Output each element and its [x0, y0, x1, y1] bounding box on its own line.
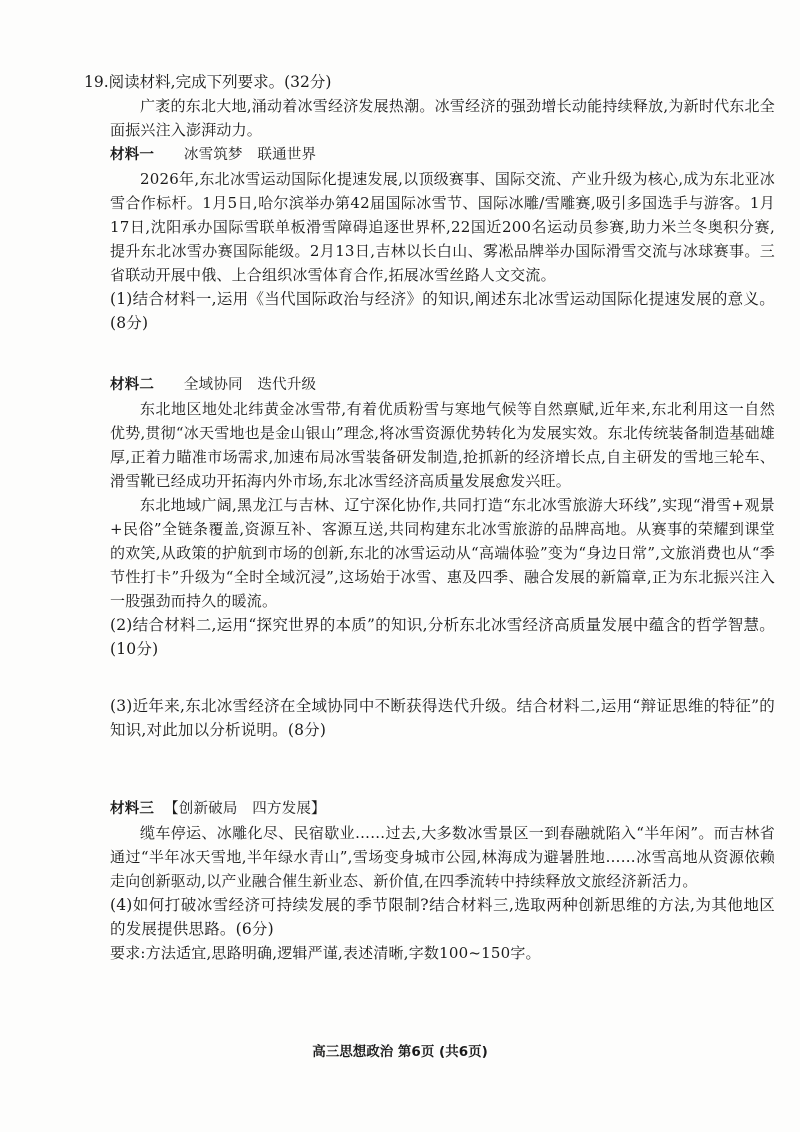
question-19-header [84, 70, 774, 94]
material-1-body: 2026年,东北冰雪运动国际化提速发展,以顶级赛事、国际交流、产业升级为核心,成为东北亚冰雪合作标杆。1月5日,哈尔滨举办第42届国际冰雪节、国际冰雕/雪雕赛,吸引多国选手与游客。1月17日,沈阳承办国际雪联单板滑雪障碍追逐世界杯,22国近200名运动员参赛,助力米兰冬奥积分赛,提升东北冰雪办赛国际能级。2月13日,吉林以长白山、雾凇品牌举办国际滑雪交流与冰球赛事。三省联动开展中俄、上合组织冰雪体育合作,拓展冰雪丝路人文交流。 [110, 170, 775, 284]
material-3-subtitle: 【创新破局 四方发展】 [164, 801, 326, 817]
question-19-intro: 广袤的东北大地,涌动着冰雪经济发展热潮。冰雪经济的强劲增长动能持续释放,为新时代东北全面振兴注入澎湃动力。 [110, 97, 775, 139]
material-2-label: 材料二 [110, 377, 155, 393]
answer-requirement: 要求:方法适宜,思路明确,逻辑严谨,表述清晰,字数100~150字。 [110, 944, 541, 962]
question-3: (3)近年来,东北冰雪经济在全域协同中不断获得迭代升级。结合材料二,运用“辩证思维的特征”的知识,对此加以分析说明。(8分) [110, 697, 775, 739]
page-footer: 高三思想政治 第6页 (共6页) [312, 1044, 488, 1060]
material-3-label: 材料三 [110, 801, 155, 817]
material-2-subtitle: 全域协同 迭代升级 [183, 377, 317, 393]
question-19-intro-block [110, 94, 775, 142]
material-3-body: 缆车停运、冰雕化尽、民宿歇业……过去,大多数冰雪景区一到春融就陷入“半年闲”。而吉林省通过“半年冰天雪地,半年绿水青山”,雪场变身城市公园,林海成为避暑胜地……冰雪高地从资源依赖走向创新驱动,以产业融合催生新业态、新价值,在四季流转中持续释放文旅经济新活力。 [110, 824, 775, 890]
material-2-heading [110, 372, 775, 397]
material-1-heading [110, 142, 775, 167]
question-1: (1)结合材料一,运用《当代国际政治与经济》的知识,阐述东北冰雪运动国际化提速发展的意义。(8分) [110, 290, 775, 332]
question-2: (2)结合材料二,运用“探究世界的本质”的知识,分析东北冰雪经济高质量发展中蕴含的哲学智慧。(10分) [110, 616, 775, 658]
question-number: 19. [84, 73, 109, 91]
question-3-block [110, 694, 775, 742]
question-4: (4)如何打破冰雪经济可持续发展的季节限制?结合材料三,选取两种创新思维的方法,为其他地区的发展提供思路。(6分) [110, 896, 775, 938]
material-1-label: 材料一 [110, 147, 155, 163]
material-3-heading [110, 796, 775, 821]
material-1-block [110, 142, 775, 335]
material-1-subtitle: 冰雪筑梦 联通世界 [183, 147, 317, 163]
material-2-block [110, 372, 775, 661]
material-2-paragraph-1: 东北地区地处北纬黄金冰雪带,有着优质粉雪与寒地气候等自然禀赋,近年来,东北利用这一自然优势,贯彻“冰天雪地也是金山银山”理念,将冰雪资源优势转化为发展实效。东北传统装备制造基础雄厚,正着力瞄准市场需求,加速布局冰雪装备研发制造,抢抓新的经济增长点,自主研发的雪地三轮车、滑雪靴已经成功开拓海内外市场,东北冰雪经济高质量发展愈发兴旺。 [110, 400, 775, 490]
question-instruction: 阅读材料,完成下列要求。(32分) [108, 73, 332, 91]
material-3-block [110, 796, 775, 965]
material-2-paragraph-2: 东北地域广阔,黑龙江与吉林、辽宁深化协作,共同打造“东北冰雪旅游大环线”,实现“滑雪+观景+民俗”全链条覆盖,资源互补、客源互送,共同构建东北冰雪旅游的品牌高地。从赛事的荣耀到课堂的欢笑,从政策的护航到市场的创新,东北的冰雪运动从“高端体验”变为“身边日常”,文旅消费也从“季节性打卡”升级为“全时全域沉浸”,这场始于冰雪、惠及四季、融合发展的新篇章,正为东北振兴注入一股强劲而持久的暖流。 [110, 496, 775, 610]
